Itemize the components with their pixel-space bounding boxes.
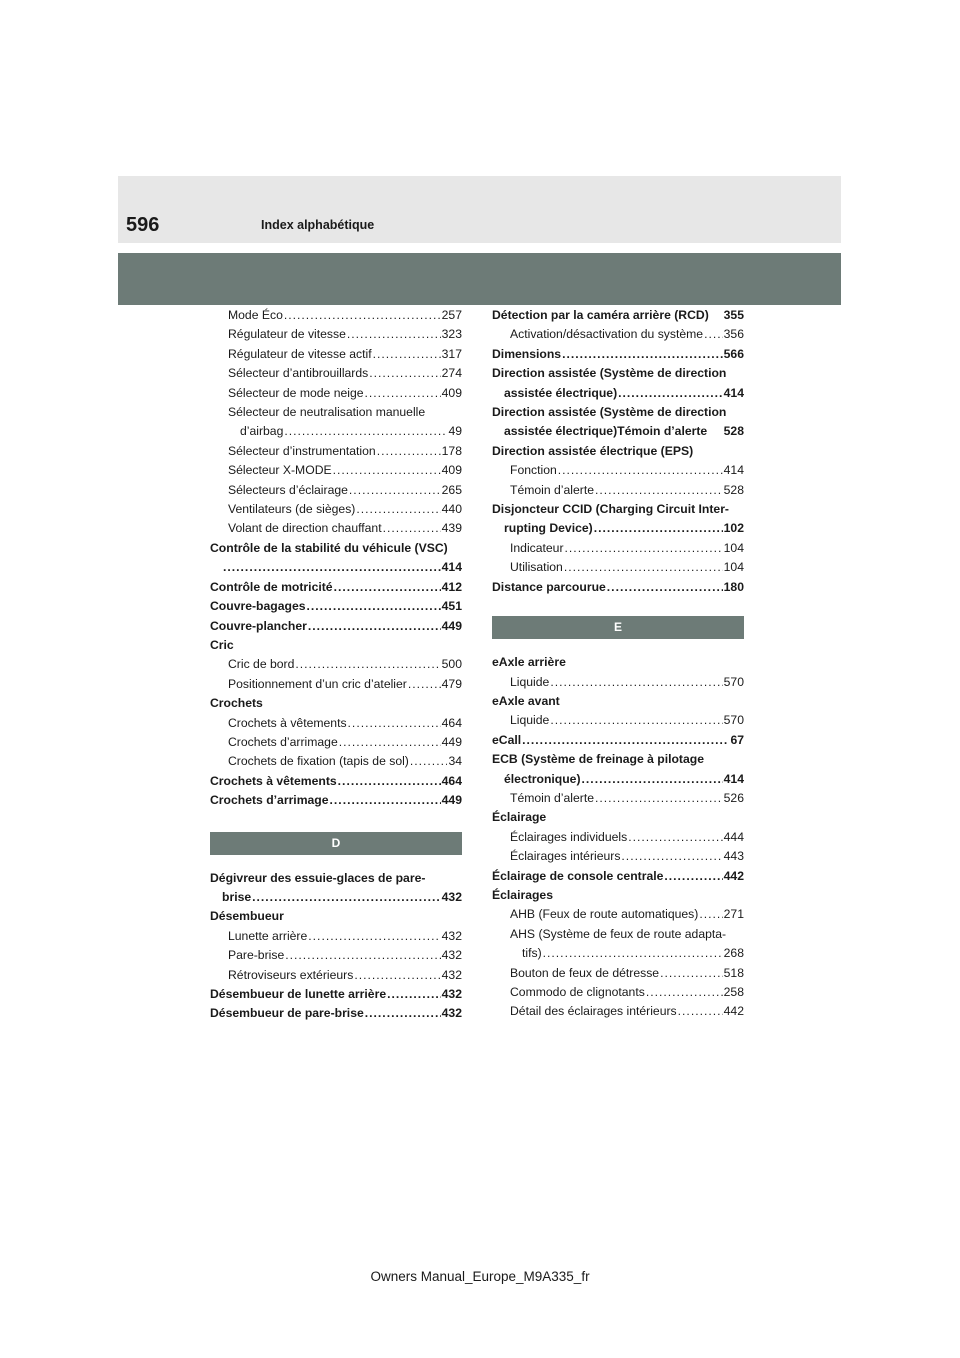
index-entry xyxy=(210,714,462,733)
dot-leader xyxy=(594,519,723,538)
dot-leader xyxy=(618,384,723,403)
section-title: Index alphabétique xyxy=(261,218,375,232)
entry-text: Liquide xyxy=(510,713,550,728)
index-entry xyxy=(492,731,744,750)
index-entry xyxy=(492,461,744,480)
page-reference: 518 xyxy=(723,965,744,980)
entry-text: Ventilateurs (de sièges) xyxy=(228,502,356,517)
dot-leader xyxy=(330,791,441,810)
page-reference: 104 xyxy=(723,540,744,555)
index-entry xyxy=(210,907,462,926)
entry-text: Régulateur de vitesse xyxy=(228,327,346,342)
page-reference: 443 xyxy=(723,849,744,864)
header-band xyxy=(118,176,841,243)
letter-heading-e: E xyxy=(492,616,744,639)
page-reference: 566 xyxy=(723,346,744,361)
index-entry xyxy=(210,500,462,519)
page-reference: 409 xyxy=(441,385,462,400)
index-entry xyxy=(210,325,462,344)
index-entry xyxy=(210,655,462,674)
dot-leader xyxy=(369,364,440,383)
entry-text: Sélecteur de mode neige xyxy=(228,385,364,400)
index-entry xyxy=(492,500,744,539)
entry-text: brise xyxy=(222,889,252,904)
entry-text: Éclairages individuels xyxy=(510,829,628,844)
page-reference: 104 xyxy=(723,560,744,575)
index-entry xyxy=(492,403,744,442)
page-reference: 265 xyxy=(441,482,462,497)
dot-leader xyxy=(543,944,723,963)
entry-text: Commodo de clignotants xyxy=(510,985,645,999)
entry-text: électronique) xyxy=(504,771,581,786)
dot-leader xyxy=(307,597,441,616)
dot-leader xyxy=(308,927,440,946)
index-entry xyxy=(492,964,744,983)
index-entry xyxy=(492,578,744,597)
dot-leader xyxy=(365,1004,441,1023)
index-entry xyxy=(210,927,462,946)
index-entry xyxy=(210,539,462,578)
entry-text: Mode Éco xyxy=(228,308,283,322)
page-reference: 526 xyxy=(723,790,744,805)
dot-leader xyxy=(550,673,722,692)
entry-text: Crochets de fixation (tapis de sol) xyxy=(228,754,409,769)
page-reference: 449 xyxy=(441,793,462,808)
index-entry xyxy=(492,828,744,847)
page-reference: 317 xyxy=(441,346,462,361)
dot-leader xyxy=(356,500,440,519)
index-entry xyxy=(492,442,744,461)
entry-text: AHS (Système de feux de route adapta- xyxy=(510,926,727,941)
entry-text: Sélecteur X-MODE xyxy=(228,463,332,478)
page-reference: 414 xyxy=(723,463,744,478)
dot-leader xyxy=(678,1002,723,1021)
page-reference: 67 xyxy=(730,732,744,747)
dot-leader xyxy=(558,461,723,480)
dot-leader xyxy=(354,966,440,985)
index-entry xyxy=(210,403,462,442)
entry-text: Régulateur de vitesse actif xyxy=(228,346,372,361)
entry-text: Couvre-bagages xyxy=(210,599,306,614)
entry-text: Direction assistée (Système de direction xyxy=(492,405,727,420)
entry-text: AHB (Feux de route automatiques) xyxy=(510,907,699,922)
entry-text: Sélecteur d’antibrouillards xyxy=(228,366,369,381)
index-list-left-b xyxy=(210,869,462,1024)
page-reference: 409 xyxy=(441,463,462,478)
index-list-right-b xyxy=(492,653,744,1022)
entry-text: Sélecteur de neutralisation manuelle xyxy=(228,405,426,420)
page-reference: 432 xyxy=(441,1006,462,1021)
page-reference: 49 xyxy=(448,424,462,439)
page-reference: 449 xyxy=(441,734,462,749)
dot-leader xyxy=(333,461,441,480)
dot-leader xyxy=(564,558,723,577)
page-reference: 178 xyxy=(441,443,462,458)
index-entry xyxy=(210,306,462,325)
entry-text: Dégivreur des essuie-glaces de pare- xyxy=(210,870,426,885)
entry-text: Indicateur xyxy=(510,540,564,555)
entry-text: Désembueur de pare-brise xyxy=(210,1006,364,1021)
dot-leader xyxy=(660,964,723,983)
page-reference: 442 xyxy=(723,868,744,883)
index-entry xyxy=(492,325,744,344)
page-reference: 271 xyxy=(723,907,744,922)
entry-text: Lunette arrière xyxy=(228,928,308,943)
page-reference: 180 xyxy=(723,579,744,594)
index-entry xyxy=(210,597,462,616)
page-reference: 274 xyxy=(441,366,462,381)
page-reference: 432 xyxy=(441,987,462,1001)
index-entry xyxy=(210,481,462,500)
page-reference: 451 xyxy=(441,599,462,614)
entry-text: Cric de bord xyxy=(228,657,295,672)
entry-text: Disjoncteur CCID (Charging Circuit Inter- xyxy=(492,502,729,517)
index-entry xyxy=(210,345,462,364)
index-entry xyxy=(492,673,744,692)
dot-leader xyxy=(223,558,441,577)
dot-leader xyxy=(628,828,722,847)
page-reference: 268 xyxy=(723,946,744,961)
index-entry xyxy=(210,675,462,694)
dot-leader xyxy=(565,539,723,558)
entry-text: rupting Device) xyxy=(504,521,593,536)
dot-leader xyxy=(252,888,441,907)
dot-leader xyxy=(285,946,440,965)
page-reference: 464 xyxy=(441,715,462,730)
index-list-left-a xyxy=(210,306,462,811)
index-list-right-a xyxy=(492,306,744,597)
entry-text: Positionnement d’un cric d’atelier xyxy=(228,676,407,691)
page-reference: 570 xyxy=(723,674,744,689)
entry-text: Crochets à vêtements xyxy=(210,773,337,788)
index-entry xyxy=(210,985,462,1004)
footer-manual-id: Owners Manual_Europe_M9A335_fr xyxy=(370,1269,590,1284)
entry-text: Détail des éclairages intérieurs xyxy=(510,1004,677,1019)
dot-leader xyxy=(621,847,722,866)
dot-leader xyxy=(295,655,440,674)
dot-leader xyxy=(550,711,722,730)
entry-text: Témoin d’alerte xyxy=(510,790,594,805)
entry-text: ECB (Système de freinage à pilotage xyxy=(492,752,704,767)
page-reference: 432 xyxy=(441,948,462,963)
entry-text: Éclairages intérieurs xyxy=(510,849,621,864)
index-entry xyxy=(210,733,462,752)
page-reference: 479 xyxy=(441,676,462,691)
index-entry xyxy=(492,711,744,730)
page-reference: 442 xyxy=(723,1004,744,1019)
dot-leader xyxy=(349,481,441,500)
entry-text: Éclairage xyxy=(492,810,547,825)
entry-text: Direction assistée électrique (EPS) xyxy=(492,443,694,458)
index-entry xyxy=(492,905,744,924)
index-entry xyxy=(492,808,744,827)
entry-text: Désembueur xyxy=(210,909,284,924)
index-entry xyxy=(492,983,744,1002)
dot-leader xyxy=(284,422,447,441)
page-number: 596 xyxy=(126,214,160,236)
page-reference: 414 xyxy=(441,560,462,575)
entry-text: eAxle arrière xyxy=(492,655,566,670)
entry-text: d’airbag xyxy=(240,424,284,439)
dot-leader xyxy=(373,345,441,364)
dot-leader xyxy=(339,733,441,752)
entry-text: Éclairages xyxy=(492,887,553,902)
entry-text: Liquide xyxy=(510,674,550,689)
entry-text: Rétroviseurs extérieurs xyxy=(228,967,354,982)
dot-leader xyxy=(387,985,441,1004)
dot-leader xyxy=(595,481,723,500)
index-entry xyxy=(210,442,462,461)
page-reference: 464 xyxy=(441,773,462,788)
page-reference: 34 xyxy=(448,754,462,769)
entry-text: Contrôle de motricité xyxy=(210,579,333,594)
page-reference: 257 xyxy=(441,308,462,322)
entry-text: Pare-brise xyxy=(228,948,285,963)
header-dark-band xyxy=(118,253,841,305)
dot-leader xyxy=(284,306,441,325)
index-column-right xyxy=(492,306,744,1022)
entry-text: Volant de direction chauffant xyxy=(228,521,382,536)
index-entry xyxy=(210,1004,462,1023)
dot-leader xyxy=(646,983,723,1002)
dot-leader xyxy=(595,789,723,808)
page-reference: 414 xyxy=(723,385,744,400)
index-entry xyxy=(210,636,462,655)
entry-text: Dimensions xyxy=(492,346,562,361)
index-entry xyxy=(492,653,744,672)
entry-text: Crochets xyxy=(210,696,263,711)
page-reference: 444 xyxy=(723,829,744,844)
entry-text: eCall xyxy=(492,732,522,747)
dot-leader xyxy=(383,519,441,538)
entry-text: Cric xyxy=(210,637,234,652)
dot-leader xyxy=(410,752,448,771)
entry-text: assistée électrique) xyxy=(504,385,618,400)
index-entry xyxy=(492,345,744,364)
index-entry xyxy=(210,617,462,636)
page-reference: 440 xyxy=(441,502,462,517)
page-reference: 356 xyxy=(723,327,744,342)
page-reference: 449 xyxy=(441,618,462,633)
index-entry xyxy=(492,750,744,789)
index-entry xyxy=(210,519,462,538)
entry-text: Crochets d’arrimage xyxy=(228,734,338,749)
entry-text: Distance parcourue xyxy=(492,579,606,594)
index-entry xyxy=(210,364,462,383)
index-entry xyxy=(210,791,462,810)
entry-text: Détection par la caméra arrière (RCD) xyxy=(492,308,709,322)
page-reference: 102 xyxy=(723,521,744,536)
dot-leader xyxy=(347,325,441,344)
entry-text: tifs) xyxy=(522,946,542,961)
index-entry xyxy=(210,772,462,791)
entry-text: Direction assistée (Système de direction xyxy=(492,366,727,381)
entry-text: Désembueur de lunette arrière xyxy=(210,987,387,1001)
entry-text: Couvre-plancher xyxy=(210,618,307,633)
index-entry xyxy=(210,578,462,597)
entry-text: assistée électrique)Témoin d’alerte xyxy=(504,424,708,439)
index-entry xyxy=(210,384,462,403)
page-reference: 528 xyxy=(723,424,744,439)
entry-text: Crochets d’arrimage xyxy=(210,793,329,808)
index-entry xyxy=(492,306,744,325)
index-entry xyxy=(492,1002,744,1021)
entry-text: Utilisation xyxy=(510,560,563,575)
index-entry xyxy=(210,946,462,965)
entry-text: Fonction xyxy=(510,463,557,478)
index-entry xyxy=(210,461,462,480)
page-reference: 323 xyxy=(441,327,462,342)
dot-leader xyxy=(522,731,729,750)
index-entry xyxy=(492,481,744,500)
dot-leader xyxy=(704,325,723,344)
index-entry xyxy=(492,886,744,905)
dot-leader xyxy=(308,617,441,636)
page-reference: 500 xyxy=(441,657,462,672)
index-entry xyxy=(492,692,744,711)
entry-text: Témoin d’alerte xyxy=(510,482,594,497)
dot-leader xyxy=(582,770,723,789)
page-reference: 432 xyxy=(441,967,462,982)
page-reference: 432 xyxy=(441,889,462,904)
index-entry xyxy=(492,364,744,403)
index-entry xyxy=(210,966,462,985)
index-entry xyxy=(492,867,744,886)
entry-text: Crochets à vêtements xyxy=(228,715,347,730)
dot-leader xyxy=(664,867,722,886)
page-reference: 439 xyxy=(441,521,462,536)
dot-leader xyxy=(334,578,441,597)
index-column-left xyxy=(210,306,462,1024)
entry-text: Contrôle de la stabilité du véhicule (VSC) xyxy=(210,540,448,555)
index-entry xyxy=(210,869,462,908)
index-entry xyxy=(210,694,462,713)
dot-leader xyxy=(338,772,441,791)
dot-leader xyxy=(607,578,723,597)
page-reference: 412 xyxy=(441,579,462,594)
index-entry xyxy=(210,752,462,771)
dot-leader xyxy=(377,442,441,461)
page-reference: 570 xyxy=(723,713,744,728)
dot-leader xyxy=(699,905,722,924)
index-entry xyxy=(492,558,744,577)
entry-text: Éclairage de console centrale xyxy=(492,868,664,883)
entry-text: Sélecteurs d’éclairage xyxy=(228,482,348,497)
page-reference: 258 xyxy=(723,985,744,999)
page-reference: 355 xyxy=(723,308,744,322)
letter-heading-d: D xyxy=(210,832,462,855)
index-entry xyxy=(492,539,744,558)
dot-leader xyxy=(348,714,441,733)
page-reference: 528 xyxy=(723,482,744,497)
page-reference: 432 xyxy=(441,928,462,943)
entry-text: Bouton de feux de détresse xyxy=(510,965,660,980)
entry-text: Sélecteur d’instrumentation xyxy=(228,443,376,458)
dot-leader xyxy=(408,675,441,694)
dot-leader xyxy=(562,345,723,364)
entry-text: eAxle avant xyxy=(492,693,560,708)
entry-text: Activation/désactivation du système xyxy=(510,327,704,342)
index-entry xyxy=(492,847,744,866)
dot-leader xyxy=(365,384,441,403)
index-entry xyxy=(492,925,744,964)
index-entry xyxy=(492,789,744,808)
page-reference: 414 xyxy=(723,771,744,786)
